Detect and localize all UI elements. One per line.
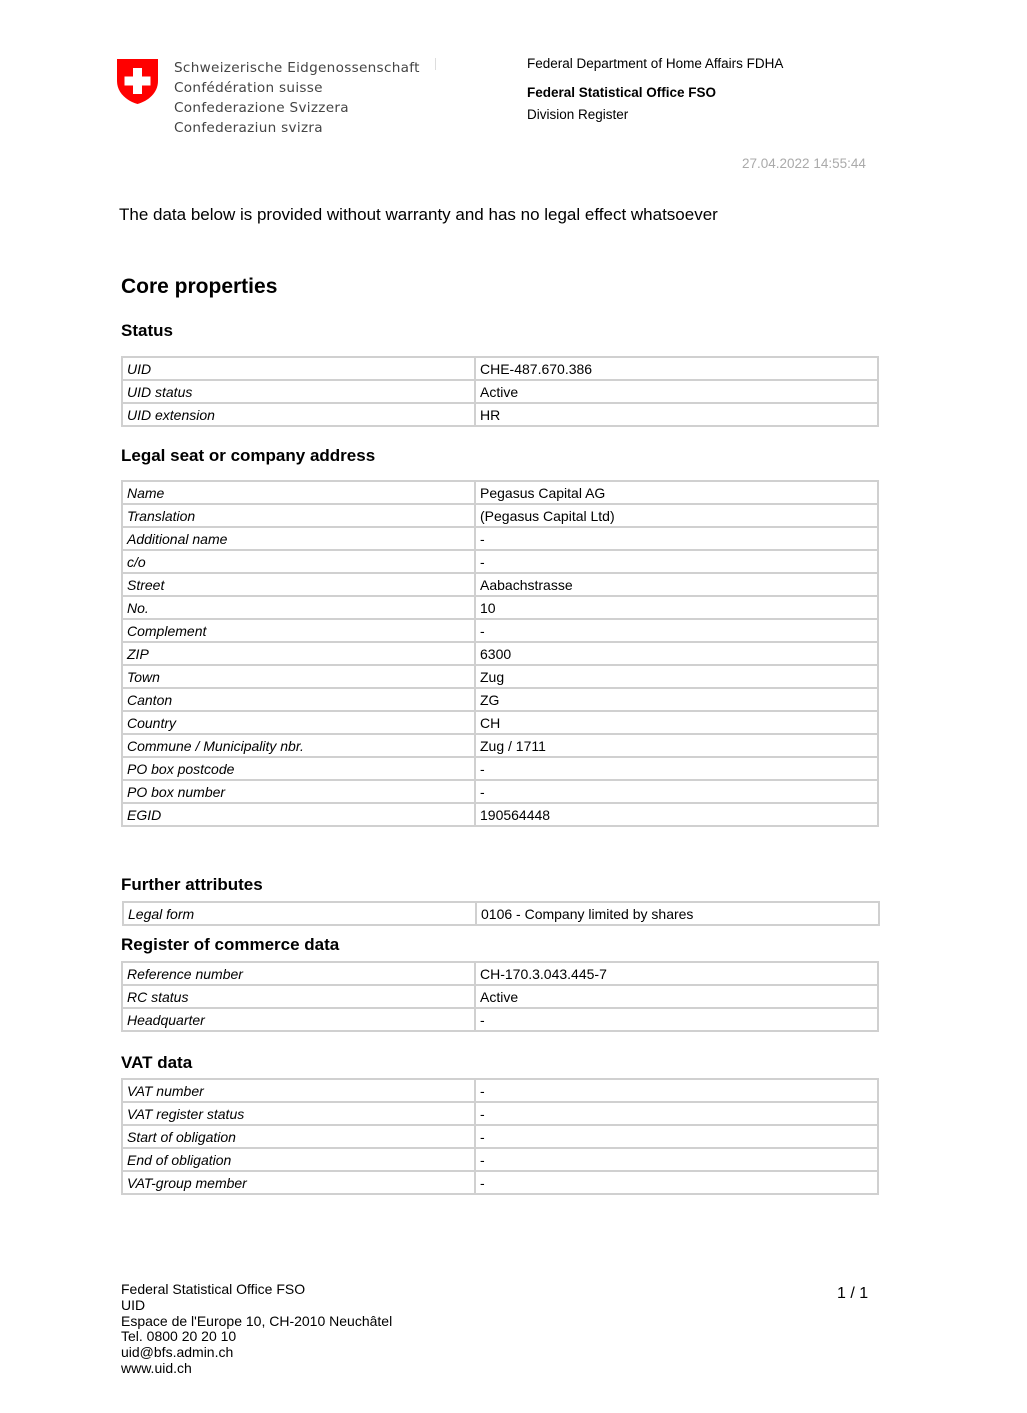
section-title-register-of-commerce: Register of commerce data bbox=[121, 935, 340, 954]
row-value: - bbox=[475, 550, 878, 573]
row-key: Name bbox=[122, 481, 475, 504]
vat-data-table bbox=[121, 1078, 879, 1195]
division-name: Division Register bbox=[527, 107, 629, 122]
footer-phone: Tel. 0800 20 20 10 bbox=[121, 1328, 237, 1345]
row-value: 10 bbox=[475, 596, 878, 619]
row-value: - bbox=[475, 527, 878, 550]
row-value: 190564448 bbox=[475, 803, 878, 826]
table-row bbox=[122, 403, 878, 426]
footer-address: Espace de l'Europe 10, CH-2010 Neuchâtel bbox=[121, 1312, 393, 1329]
table-row bbox=[122, 1079, 878, 1102]
row-value: ZG bbox=[475, 688, 878, 711]
table-row bbox=[122, 757, 878, 780]
footer-contact bbox=[121, 1282, 392, 1377]
page-title: Core properties bbox=[121, 275, 278, 298]
table-row bbox=[122, 550, 878, 573]
row-value: - bbox=[475, 1125, 878, 1148]
department-name: Federal Department of Home Affairs FDHA bbox=[527, 56, 784, 71]
row-key: VAT number bbox=[122, 1079, 475, 1102]
row-key: Street bbox=[122, 573, 475, 596]
row-key: Complement bbox=[122, 619, 475, 642]
row-value: 0106 - Company limited by shares bbox=[476, 902, 879, 925]
row-key: Start of obligation bbox=[122, 1125, 475, 1148]
table-row bbox=[122, 1008, 878, 1031]
footer-unit: UID bbox=[121, 1296, 146, 1313]
row-value: - bbox=[475, 1008, 878, 1031]
table-row bbox=[122, 596, 878, 619]
row-key: Town bbox=[122, 665, 475, 688]
table-row bbox=[122, 803, 878, 826]
row-key: Country bbox=[122, 711, 475, 734]
wordmark-line: Schweizerische Eidgenossenschaft bbox=[174, 60, 420, 76]
table-row bbox=[122, 380, 878, 403]
row-key: PO box number bbox=[122, 780, 475, 803]
wordmark-line: Confederaziun svizra bbox=[174, 120, 323, 136]
row-value: - bbox=[475, 1079, 878, 1102]
timestamp: 27.04.2022 14:55:44 bbox=[742, 156, 866, 171]
row-value: CHE-487.670.386 bbox=[475, 357, 878, 380]
row-key: Headquarter bbox=[122, 1008, 475, 1031]
row-value: - bbox=[475, 619, 878, 642]
footer-email[interactable]: uid@bfs.admin.ch bbox=[121, 1344, 234, 1361]
row-value: Active bbox=[475, 380, 878, 403]
table-row bbox=[122, 962, 878, 985]
table-row bbox=[122, 780, 878, 803]
row-key: No. bbox=[122, 596, 475, 619]
table-row bbox=[122, 1102, 878, 1125]
row-value: Zug bbox=[475, 665, 878, 688]
section-title-legal-seat: Legal seat or company address bbox=[121, 446, 376, 465]
row-value: - bbox=[475, 757, 878, 780]
row-value: CH bbox=[475, 711, 878, 734]
row-key: VAT-group member bbox=[122, 1171, 475, 1194]
footer-office: Federal Statistical Office FSO bbox=[121, 1281, 306, 1297]
table-row bbox=[122, 985, 878, 1008]
table-row bbox=[122, 1171, 878, 1194]
row-key: PO box postcode bbox=[122, 757, 475, 780]
organization-block bbox=[527, 55, 783, 124]
row-key: End of obligation bbox=[122, 1148, 475, 1171]
confederation-wordmark bbox=[174, 58, 420, 138]
row-key: Commune / Municipality nbr. bbox=[122, 734, 475, 757]
table-row bbox=[123, 902, 879, 925]
section-title-vat-data: VAT data bbox=[121, 1053, 193, 1072]
row-value: - bbox=[475, 1171, 878, 1194]
row-key: Canton bbox=[122, 688, 475, 711]
row-key: UID status bbox=[122, 380, 475, 403]
status-table bbox=[121, 356, 879, 427]
row-key: Translation bbox=[122, 504, 475, 527]
row-value: Aabachstrasse bbox=[475, 573, 878, 596]
row-key: RC status bbox=[122, 985, 475, 1008]
row-key: ZIP bbox=[122, 642, 475, 665]
table-row bbox=[122, 642, 878, 665]
table-row bbox=[122, 573, 878, 596]
row-key: Reference number bbox=[122, 962, 475, 985]
section-title-further-attributes: Further attributes bbox=[121, 875, 263, 894]
wordmark-line: Confédération suisse bbox=[174, 80, 323, 96]
row-key: UID extension bbox=[122, 403, 475, 426]
table-row bbox=[122, 665, 878, 688]
footer-website[interactable]: www.uid.ch bbox=[121, 1359, 192, 1376]
table-row bbox=[122, 1125, 878, 1148]
further-attributes-table bbox=[122, 901, 880, 926]
row-value: - bbox=[475, 780, 878, 803]
disclaimer: The data below is provided without warranty and has no legal effect whatsoever bbox=[119, 205, 718, 224]
row-value: - bbox=[475, 1148, 878, 1171]
wordmark-line: Confederazione Svizzera bbox=[174, 100, 349, 116]
row-value: Pegasus Capital AG bbox=[475, 481, 878, 504]
address-table bbox=[121, 480, 879, 827]
row-key: c/o bbox=[122, 550, 475, 573]
table-row bbox=[122, 357, 878, 380]
table-row bbox=[122, 688, 878, 711]
row-value: (Pegasus Capital Ltd) bbox=[475, 504, 878, 527]
row-value: Active bbox=[475, 985, 878, 1008]
section-title-status: Status bbox=[121, 321, 173, 340]
row-key: VAT register status bbox=[122, 1102, 475, 1125]
row-value: 6300 bbox=[475, 642, 878, 665]
page-number: 1 / 1 bbox=[837, 1285, 869, 1302]
register-of-commerce-table bbox=[121, 961, 879, 1032]
row-value: HR bbox=[475, 403, 878, 426]
row-value: CH-170.3.043.445-7 bbox=[475, 962, 878, 985]
row-value: - bbox=[475, 1102, 878, 1125]
table-row bbox=[122, 504, 878, 527]
row-value: Zug / 1711 bbox=[475, 734, 878, 757]
logo-divider bbox=[435, 58, 436, 70]
table-row bbox=[122, 734, 878, 757]
row-key: Additional name bbox=[122, 527, 475, 550]
table-row bbox=[122, 619, 878, 642]
swiss-cross-shield-icon bbox=[116, 57, 159, 105]
row-key: Legal form bbox=[123, 902, 476, 925]
row-key: UID bbox=[122, 357, 475, 380]
table-row bbox=[122, 481, 878, 504]
office-name: Federal Statistical Office FSO bbox=[527, 85, 717, 100]
row-key: EGID bbox=[122, 803, 475, 826]
table-row bbox=[122, 1148, 878, 1171]
table-row bbox=[122, 527, 878, 550]
table-row bbox=[122, 711, 878, 734]
